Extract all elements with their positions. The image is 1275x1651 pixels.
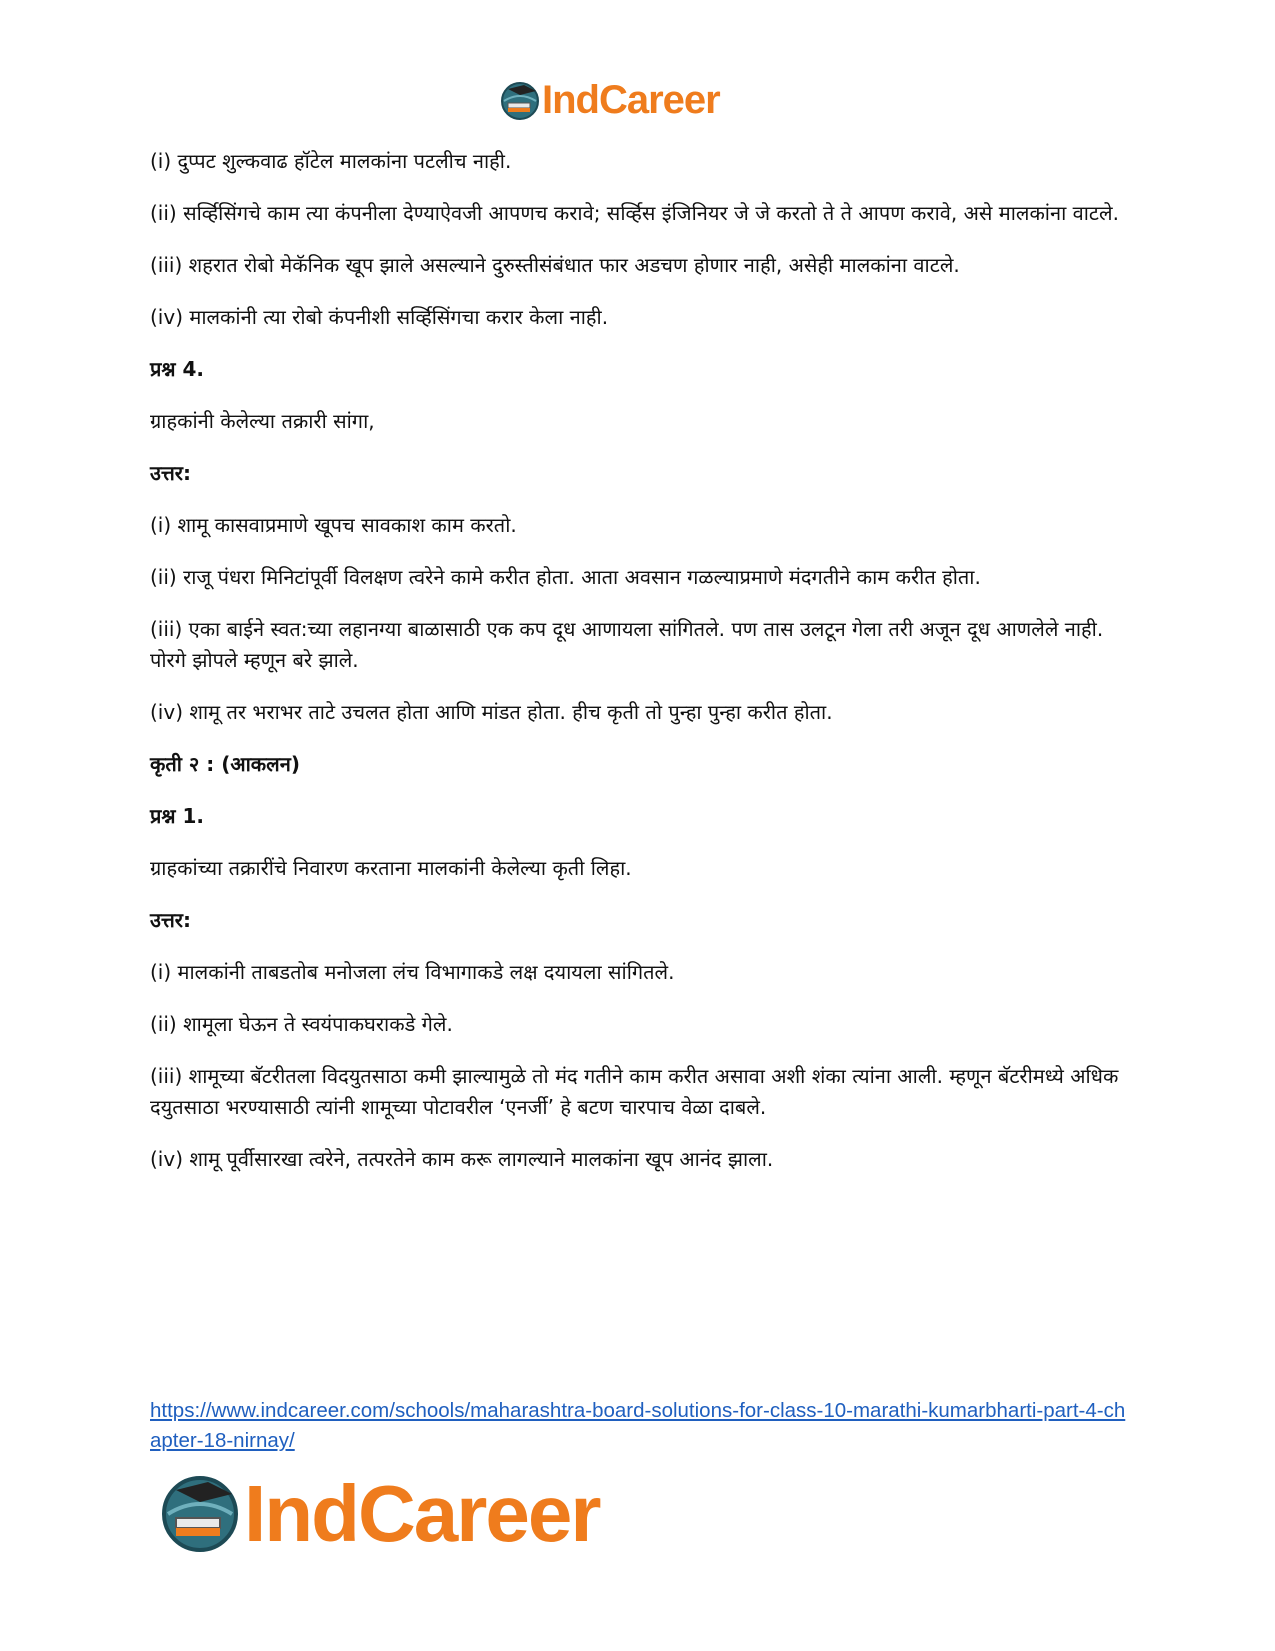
paragraph: (ii) राजू पंधरा मिनिटांपूर्वी विलक्षण त्वरेने कामे करीत होता. आता अवसान गळल्याप्रमाणे मंदगतीने काम करीत होता. (150, 565, 981, 589)
paragraph: (iv) मालकांनी त्या रोबो कंपनीशी सर्व्हिसिंगचा करार केला नाही. (150, 305, 609, 329)
paragraph: (iv) शामू पूर्वीसारखा त्वरेने, तत्परतेने काम करू लागल्याने मालकांना खूप आनंद झाला. (150, 1147, 774, 1171)
paragraph: प्रश्न 1. (150, 804, 204, 828)
paragraph: (iii) शहरात रोबो मेकॅनिक खूप झाले असल्याने दुरुस्तीसंबंधात फार अडचण होणार नाही, असेही मालकांना वाटले. (150, 253, 960, 277)
paragraph: (iii) शामूच्या बॅटरीतला विदयुतसाठा कमी झाल्यामुळे तो मंद गतीने काम करीत असावा अशी शंका त्यांना आली. म्हणून बॅटरीमध्ये अधिक दयुतसाठा भरण्यासाठी त्यांनी शामूच्या पोटावरील ‘एनर्जी’ हे बटण चारपाच वेळा दाबले. (150, 1064, 1119, 1119)
paragraph: उत्तर: (150, 908, 191, 932)
header-logo (500, 78, 720, 123)
paragraph: (i) मालकांनी ताबडतोब मनोजला लंच विभागाकडे लक्ष दयायला सांगितले. (150, 960, 675, 984)
paragraph: उत्तर: (150, 461, 191, 485)
paragraph: (ii) शामूला घेऊन ते स्वयंपाकघराकडे गेले. (150, 1012, 453, 1036)
footer-logo (160, 1468, 599, 1560)
graduation-book-globe-icon (500, 81, 540, 121)
paragraph: प्रश्न 4. (150, 357, 204, 381)
paragraph: (iii) एका बाईने स्वत:च्या लहानग्या बाळासाठी एक कप दूध आणायला सांगितले. पण तास उलटून गेला तरी अजून दूध आणलेले नाही. पोरगे झोपले म्हणून बरे झाले. (150, 617, 1104, 672)
brand-name: IndCareer (244, 1469, 600, 1558)
source-link[interactable]: https://www.indcareer.com/schools/maharashtra-board-solutions-for-class-10-marathi-kumarbharti-part-4-chapter-18-nirnay/ (150, 1399, 1126, 1452)
paragraph: (ii) सर्व्हिसिंगचे काम त्या कंपनीला देण्याऐवजी आपणच करावे; सर्व्हिस इंजिनियर जे जे करतो ते ते आपण करावे, असे मालकांना वाटले. (150, 201, 1119, 225)
graduation-book-globe-icon (160, 1474, 240, 1554)
paragraph: कृती २ : (आकलन) (150, 752, 300, 776)
paragraph: (i) दुप्पट शुल्कवाढ हॉटेल मालकांना पटलीच नाही. (150, 149, 512, 173)
brand-name: IndCareer (542, 78, 720, 122)
document-body (150, 146, 1140, 1196)
paragraph: ग्राहकांच्या तक्रारींचे निवारण करताना मालकांनी केलेल्या कृती लिहा. (150, 856, 632, 880)
paragraph: (iv) शामू तर भराभर ताटे उचलत होता आणि मांडत होता. हीच कृती तो पुन्हा पुन्हा करीत होता. (150, 700, 833, 724)
paragraph: (i) शामू कासवाप्रमाणे खूपच सावकाश काम करतो. (150, 513, 517, 537)
paragraph: ग्राहकांनी केलेल्या तक्रारी सांगा, (150, 409, 375, 433)
